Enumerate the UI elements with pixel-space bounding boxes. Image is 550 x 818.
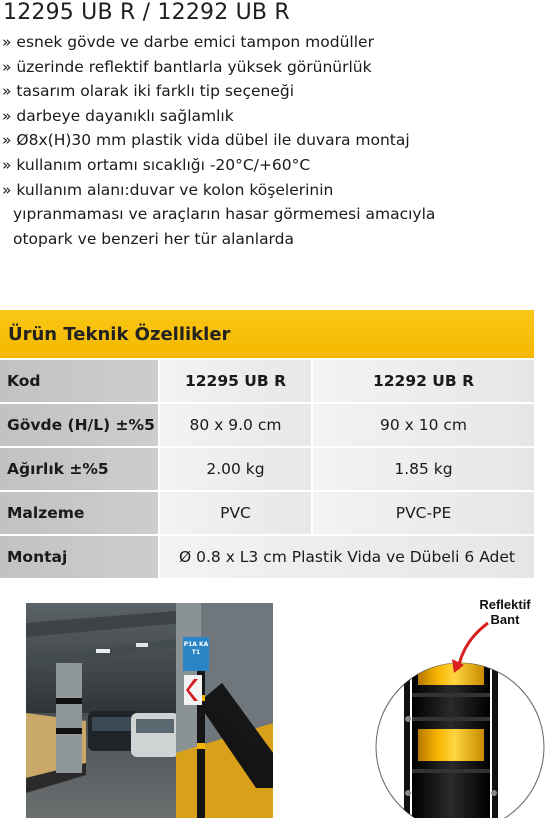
corner-guard-circle-illustration — [370, 597, 550, 818]
spec-row-agirlik — [0, 446, 534, 490]
spec-value: PVC-PE — [313, 492, 534, 534]
feature-item: » esnek gövde ve darbe emici tampon modüller — [2, 33, 374, 51]
feature-item: yıpranmaması ve araçların hasar görmemesi amacıyla — [13, 205, 436, 224]
parking-garage-photo — [26, 603, 273, 818]
spec-table-header: Ürün Teknik Özellikler — [0, 310, 534, 358]
spec-row-govde — [0, 402, 534, 446]
feature-item: » üzerinde reflektif bantlarla yüksek görünürlük — [2, 57, 372, 76]
feature-item: » tasarım olarak iki farklı tip seçeneği — [2, 82, 295, 101]
spec-value: 2.00 kg — [160, 448, 313, 490]
spec-label: Ağırlık ±%5 — [0, 448, 160, 490]
spec-row-montaj — [0, 534, 534, 578]
spec-table — [0, 310, 534, 578]
spec-value: PVC — [160, 492, 313, 534]
spec-label: Gövde (H/L) ±%5 — [0, 404, 160, 446]
page-title: 12295 UB R / 12292 UB R — [3, 0, 290, 25]
spec-value: 80 x 9.0 cm — [160, 404, 313, 446]
reflective-band-label-line2: Bant — [490, 612, 520, 627]
spec-label: Kod — [0, 360, 160, 402]
feature-list — [2, 30, 435, 251]
spec-label: Montaj — [0, 536, 160, 578]
feature-item: » Ø8x(H)30 mm plastik vida dübel ile duvara montaj — [2, 131, 410, 150]
spec-value: 90 x 10 cm — [313, 404, 534, 446]
spec-row-malzeme — [0, 490, 534, 534]
parking-sign-text: P1A KAT1 — [183, 641, 209, 656]
feature-item: otopark ve benzeri her tür alanlarda — [13, 229, 294, 248]
feature-item: » kullanım alanı:duvar ve kolon köşelerinin — [2, 180, 334, 199]
feature-item: » kullanım ortamı sıcaklığı -20°C/+60°C — [2, 155, 311, 174]
spec-row-kod — [0, 358, 534, 402]
spec-value: 1.85 kg — [313, 448, 534, 490]
parking-garage-illustration — [26, 603, 273, 818]
spec-value: 12295 UB R — [160, 360, 313, 402]
reflective-band-diagram — [370, 597, 550, 818]
spec-value: Ø 0.8 x L3 cm Plastik Vida ve Dübeli 6 Adet — [160, 536, 534, 578]
reflective-band-label-line1: Reflektif — [479, 597, 531, 612]
spec-label: Malzeme — [0, 492, 160, 534]
reflective-band-label — [465, 597, 545, 627]
spec-value: 12292 UB R — [313, 360, 534, 402]
feature-item: » darbeye dayanıklı sağlamlık — [2, 106, 234, 125]
